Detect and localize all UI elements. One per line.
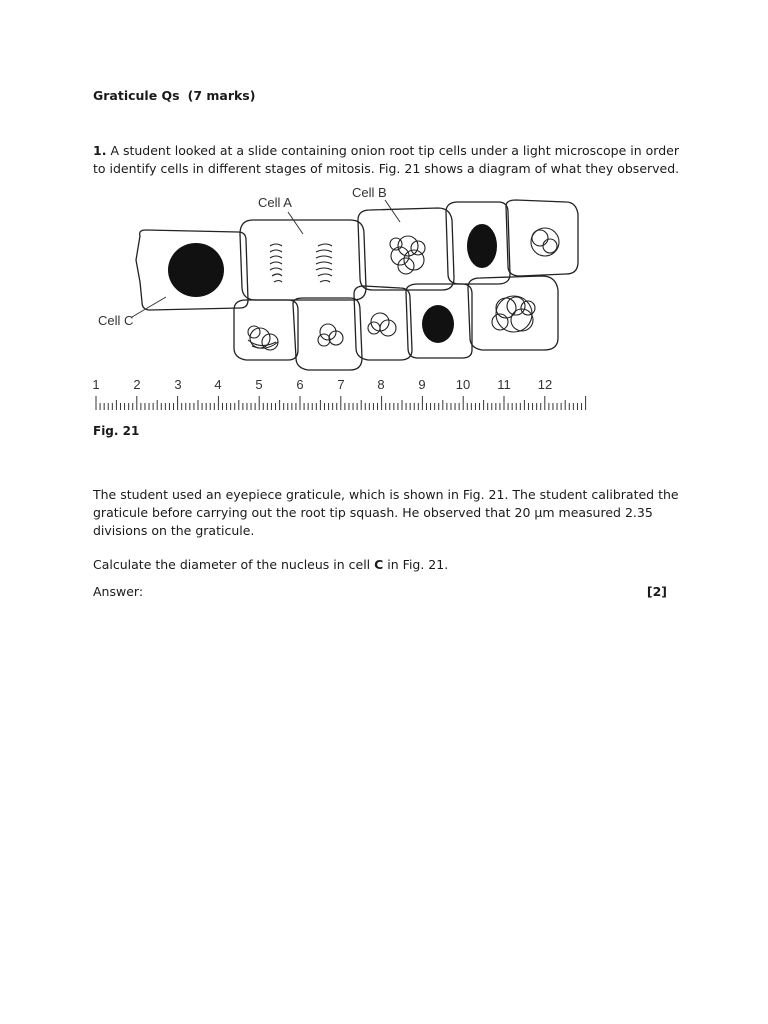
title-marks: (7 marks) bbox=[187, 88, 256, 103]
worksheet-title bbox=[93, 88, 255, 103]
figure-caption: Fig. 21 bbox=[93, 424, 140, 438]
label-cell-a: Cell A bbox=[258, 195, 292, 210]
scale-6: 6 bbox=[296, 377, 304, 392]
question-1 bbox=[93, 142, 683, 178]
answer-marks: [2] bbox=[646, 584, 667, 599]
scale-4: 4 bbox=[214, 377, 222, 392]
instruction-after: in Fig. 21. bbox=[383, 557, 449, 572]
scale-2: 2 bbox=[133, 377, 141, 392]
scale-7: 7 bbox=[337, 377, 345, 392]
instruction-bold: C bbox=[374, 557, 384, 572]
calculation-instruction bbox=[93, 557, 448, 572]
scale-8: 8 bbox=[377, 377, 385, 392]
scale-5: 5 bbox=[255, 377, 263, 392]
graticule-ticks bbox=[96, 396, 586, 410]
calibration-paragraph: The student used an eyepiece graticule, which is shown in Fig. 21. The student calibrated the graticule before carrying out the root tip squash. He observed that 20 µm measured 2.35 divisions on the graticule. bbox=[93, 487, 679, 538]
question-text: A student looked at a slide containing onion root tip cells under a light microscope in order to identify cells in different stages of mitosis. Fig. 21 shows a diagram of what they observed. bbox=[93, 143, 680, 176]
scale-10: 10 bbox=[455, 377, 471, 392]
scale-12: 12 bbox=[537, 377, 553, 392]
scale-3: 3 bbox=[174, 377, 182, 392]
nucleus-cell-c bbox=[168, 243, 224, 297]
mitosis-figure bbox=[88, 182, 593, 417]
label-cell-b: Cell B bbox=[352, 185, 387, 200]
scale-11: 11 bbox=[497, 377, 511, 392]
cell-top-5 bbox=[506, 200, 578, 276]
instruction-before: Calculate the diameter of the nucleus in cell bbox=[93, 557, 375, 572]
title-text: Graticule Qs bbox=[93, 88, 180, 103]
label-cell-c: Cell C bbox=[98, 313, 134, 328]
graticule-numbers bbox=[92, 377, 552, 392]
cell-bottom-2 bbox=[293, 298, 362, 370]
answer-label: Answer: bbox=[93, 584, 144, 599]
question-number: 1. bbox=[93, 143, 107, 158]
scale-9: 9 bbox=[418, 377, 426, 392]
cell-a bbox=[240, 220, 366, 300]
scale-1: 1 bbox=[92, 377, 100, 392]
